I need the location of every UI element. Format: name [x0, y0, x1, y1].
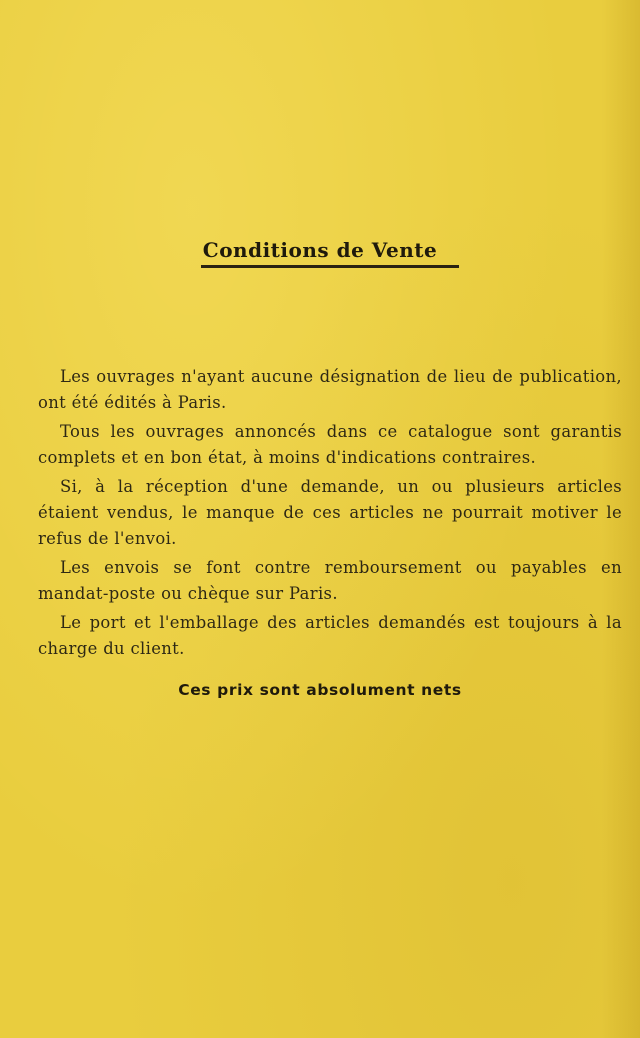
net-prices-notice: Ces prix sont absolument nets [178, 681, 462, 699]
paragraph-payment: Les envois se font contre remboursement ou payables en mandat-poste ou chèque sur Paris. [38, 558, 622, 603]
paragraph-condition-guarantee: Tous les ouvrages annoncés dans ce catalogue sont garantis complets et en bon état, à moins d'indications contraires. [38, 422, 622, 467]
heading-block [0, 238, 640, 262]
title-underline [201, 265, 459, 268]
page-title: Conditions de Vente [202, 238, 438, 262]
conditions-text [38, 364, 622, 666]
paragraph-sold-items: Si, à la réception d'une demande, un ou plusieurs articles étaient vendus, le manque de ces articles ne pourrait motiver le refus de l'envoi. [38, 477, 622, 548]
paragraph-shipping: Le port et l'emballage des articles demandés est toujours à la charge du client. [38, 613, 622, 658]
paragraph-publication-place: Les ouvrages n'ayant aucune désignation de lieu de publication, ont été édités à Paris. [38, 367, 622, 412]
